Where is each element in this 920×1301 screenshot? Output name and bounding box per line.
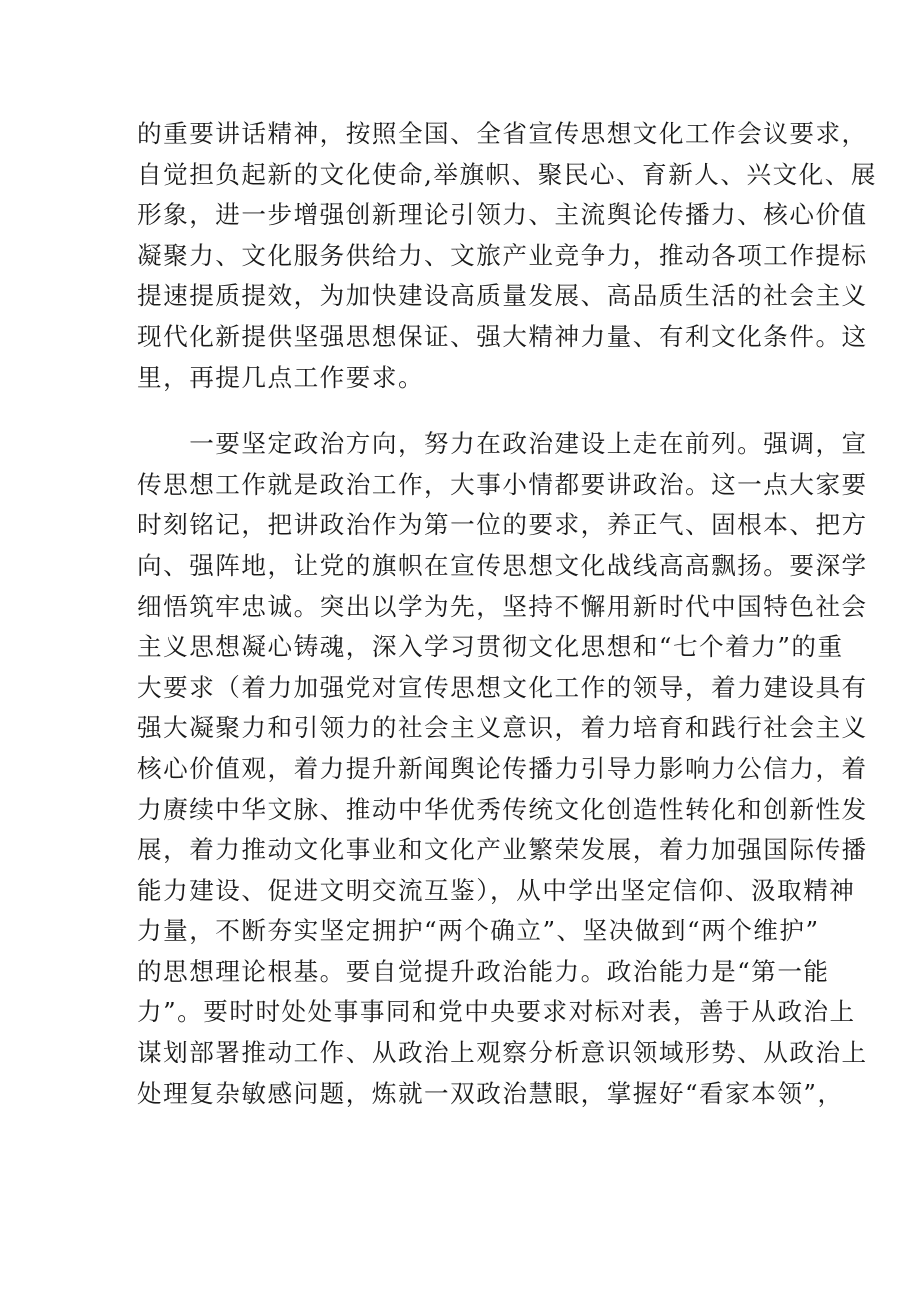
text-line: 力”。要时时处处事事同和党中央要求对标对表，善于从政治上: [137, 997, 856, 1027]
text-line: 主义思想凝心铸魂，深入学习贯彻文化思想和“七个着力”的重: [137, 632, 844, 662]
text-line: 能力建设、促进文明交流互鉴），从中学出坚定信仰、汲取精神: [137, 875, 856, 905]
text-line: 核心价值观，着力提升新闻舆论传播力引导力影响力公信力，着: [137, 753, 868, 783]
text-line: 自觉担负起新的文化使命,举旗帜、聚民心、育新人、兴文化、展: [137, 159, 877, 189]
text-line: 向、强阵地，让党的旗帜在宣传思想文化战线高高飘扬。要深学: [137, 550, 868, 580]
text-line: 力赓续中华文脉、推动中华优秀传统文化创造性转化和创新性发: [137, 794, 868, 824]
text-line: 时刻铭记，把讲政治作为第一位的要求，养正气、固根本、把方: [137, 510, 868, 540]
text-line: 强大凝聚力和引领力的社会主义意识，着力培育和践行社会主义: [137, 713, 868, 743]
text-line: 形象，进一步增强创新理论引领力、主流舆论传播力、核心价值: [137, 200, 868, 230]
text-line: 里，再提几点工作要求。: [137, 362, 425, 392]
text-line: 现代化新提供坚强思想保证、强大精神力量、有利文化条件。这: [137, 321, 868, 351]
text-line: 一要坚定政治方向，努力在政治建设上走在前列。强调，宣: [137, 429, 868, 459]
text-line: 细悟筑牢忠诚。突出以学为先，坚持不懈用新时代中国特色社会: [137, 591, 868, 621]
paragraph-2: [137, 424, 868, 1114]
text-line: 处理复杂敏感问题，炼就一双政治慧眼，掌握好“看家本领”，: [137, 1078, 844, 1108]
text-line: 大要求（着力加强党对宣传思想文化工作的领导，着力建设具有: [137, 672, 868, 702]
text-line: 传思想工作就是政治工作，大事小情都要讲政治。这一点大家要: [137, 469, 868, 499]
text-line: 凝聚力、文化服务供给力、文旅产业竞争力，推动各项工作提标: [137, 240, 868, 270]
text-line: 谋划部署推动工作、从政治上观察分析意识领域形势、从政治上: [137, 1038, 868, 1068]
paragraph-spacer: [137, 398, 792, 424]
document-body: [137, 114, 877, 1114]
text-line: 力量，不断夯实坚定拥护“两个确立”、坚决做到“两个维护”: [137, 916, 820, 946]
text-line: 的思想理论根基。要自觉提升政治能力。政治能力是“第一能: [137, 956, 830, 986]
text-line: 提速提质提效，为加快建设高质量发展、高品质生活的社会主义: [137, 281, 868, 311]
text-line: 的重要讲话精神，按照全国、全省宣传思想文化工作会议要求，: [137, 119, 868, 148]
paragraph-1: [137, 114, 877, 398]
text-line: 展，着力推动文化事业和文化产业繁荣发展，着力加强国际传播: [137, 835, 868, 865]
